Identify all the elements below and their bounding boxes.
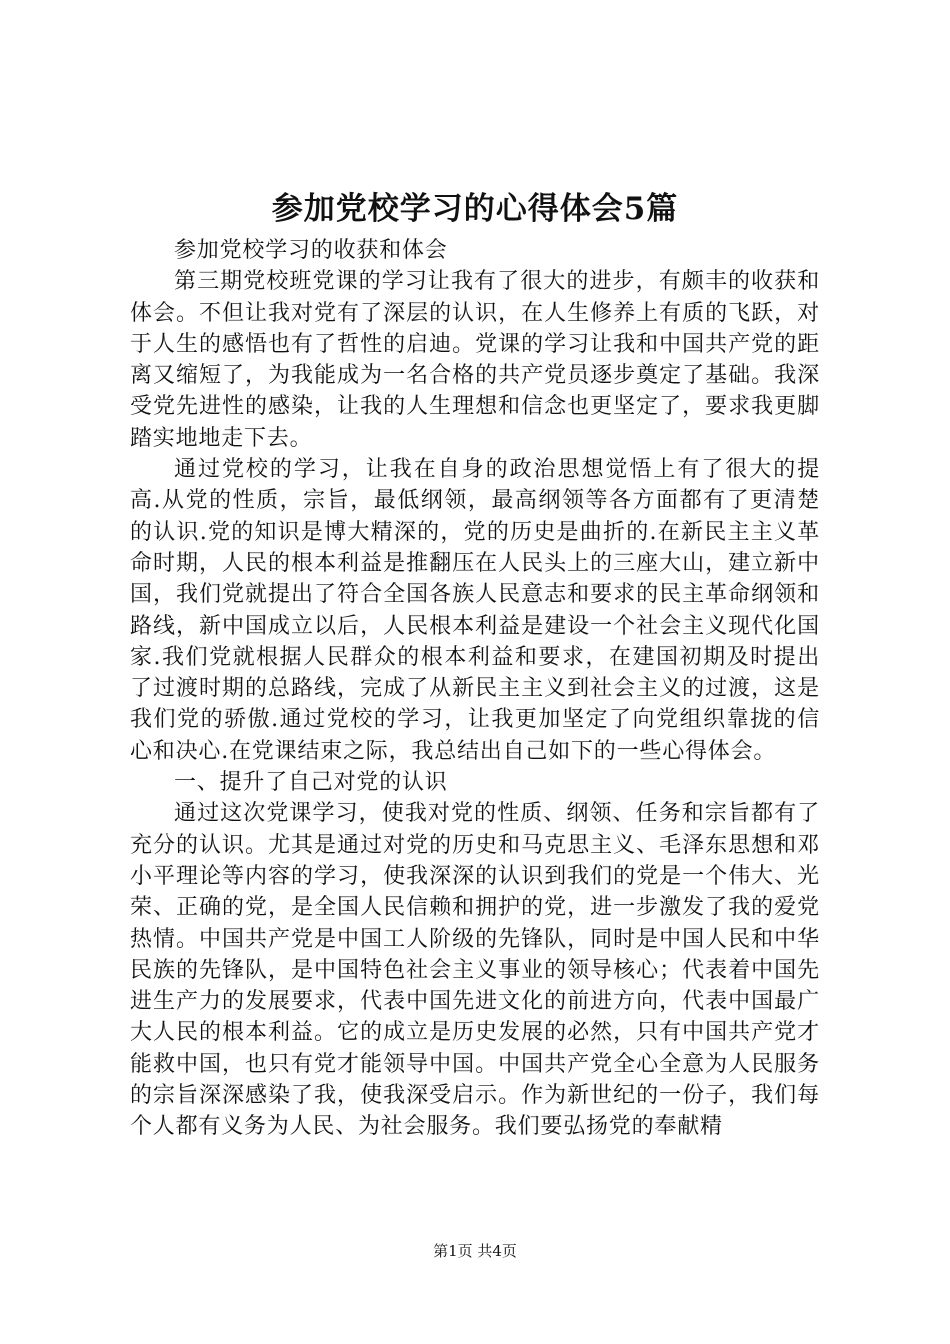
paragraph-1: 第三期党校班党课的学习让我有了很大的进步，有颇丰的收获和体会。不但让我对党有了深层的认识，在人生修养上有质的飞跃，对于人生的感悟也有了哲性的启迪。党课的学习让我和中国共产党的距离又缩短了，为我能成为一名合格的共产党员逐步奠定了基础。我深受党先进性的感染，让我的人生理想和信念也更坚定了，要求我更脚踏实地地走下去。 [130, 269, 820, 451]
paragraph-3: 通过这次党课学习，使我对党的性质、纲领、任务和宗旨都有了充分的认识。尤其是通过对党的历史和马克思主义、毛泽东思想和邓小平理论等内容的学习，使我深深的认识到我们的党是一个伟大、光荣、正确的党，是全国人民信赖和拥护的党，进一步激发了我的爱党热情。中国共产党是中国工人阶级的先锋队，同时是中国人民和中华民族的先锋队，是中国特色社会主义事业的领导核心；代表着中国先进生产力的发展要求，代表中国先进文化的前进方向，代表中国最广大人民的根本利益。它的成立是历史发展的必然，只有中国共产党才能救中国，也只有党才能领导中国。中国共产党全心全意为人民服务的宗旨深深感染了我，使我深受启示。作为新世纪的一份子，我们每个人都有义务为人民、为社会服务。我们要弘扬党的奉献精 [130, 801, 820, 1140]
page-footer: 第1页 共4页 [433, 1242, 517, 1260]
document-body [130, 235, 820, 1143]
paragraph-2: 通过党校的学习，让我在自身的政治思想觉悟上有了很大的提高.从党的性质，宗旨，最低纲领，最高纲领等各方面都有了更清楚的认识.党的知识是博大精深的，党的历史是曲折的.在新民主主义革命时期，人民的根本利益是推翻压在人民头上的三座大山，建立新中国，我们党就提出了符合全国各族人民意志和要求的民主革命纲领和路线，新中国成立以后，人民根本利益是建设一个社会主义现代化国家.我们党就根据人民群众的根本利益和要求，在建国初期及时提出了过渡时期的总路线，完成了从新民主主义到社会主义的过渡，这是我们党的骄傲.通过党校的学习，让我更加坚定了向党组织靠拢的信心和决心.在党课结束之际，我总结出自己如下的一些心得体会。 [130, 457, 820, 764]
section-heading-1: 一、提升了自己对党的认识 [174, 770, 448, 796]
section-heading-gains: 参加党校学习的收获和体会 [174, 238, 448, 263]
page-title: 参加党校学习的心得体会5篇 [271, 191, 679, 227]
